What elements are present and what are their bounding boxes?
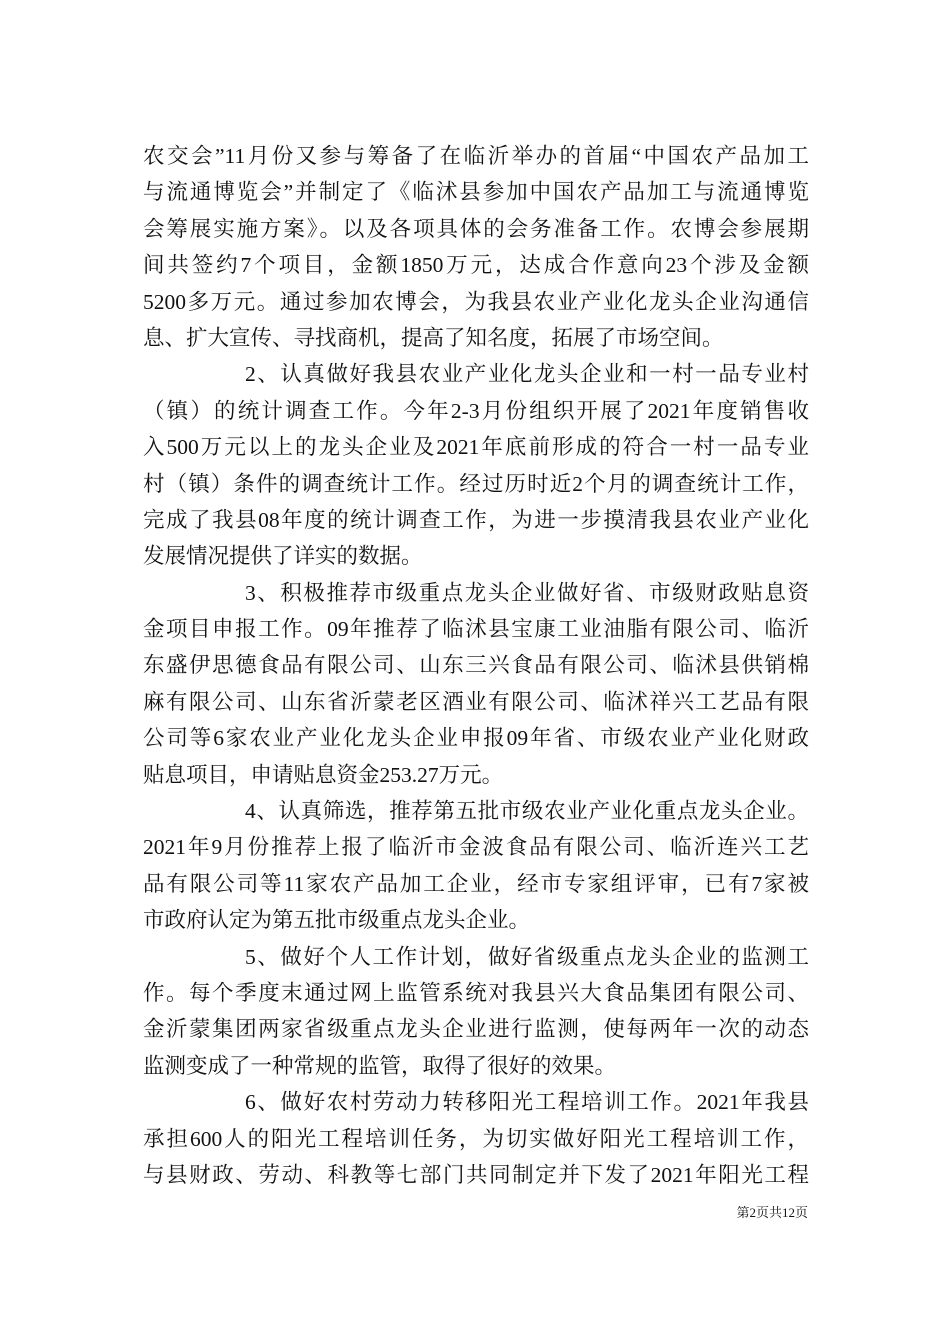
text-line: 与流通博览会”并制定了《临沭县参加中国农产品加工与流通博览: [143, 180, 809, 205]
text-line: 东盛伊思德食品有限公司、山东三兴食品有限公司、临沭县供销棉: [143, 653, 809, 678]
text-line: 3、积极推荐市级重点龙头企业做好省、市级财政贴息资: [245, 580, 809, 605]
text-line: 2021年9月份推荐上报了临沂市金波食品有限公司、临沂连兴工艺: [143, 835, 809, 860]
page-number: 第2页共12页: [736, 1205, 808, 1220]
text-line: 6、做好农村劳动力转移阳光工程培训工作。2021年我县: [245, 1090, 809, 1115]
paragraph: [143, 575, 809, 793]
text-line: 息、扩大宣传、寻找商机，提高了知名度，拓展了市场空间。: [143, 325, 724, 350]
text-line: 金项目申报工作。09年推荐了临沭县宝康工业油脂有限公司、临沂: [143, 617, 809, 642]
text-line: 品有限公司等11家农产品加工企业，经市专家组评审，已有7家被: [143, 871, 809, 896]
text-line: 入500万元以上的龙头企业及2021年底前形成的符合一村一品专业: [143, 435, 809, 460]
paragraph: [143, 939, 809, 1085]
text-line: 村（镇）条件的调查统计工作。经过历时近2个月的调查统计工作，: [143, 471, 809, 496]
text-line: 麻有限公司、山东省沂蒙老区酒业有限公司、临沭祥兴工艺品有限: [143, 689, 809, 714]
document-body: [143, 138, 809, 1193]
text-line: 5、做好个人工作计划，做好省级重点龙头企业的监测工: [245, 944, 809, 969]
text-line: 2、认真做好我县农业产业化龙头企业和一村一品专业村: [245, 362, 809, 387]
paragraph: [143, 793, 809, 939]
text-line: （镇）的统计调查工作。今年2-3月份组织开展了2021年度销售收: [143, 398, 809, 423]
text-line: 农交会”11月份又参与筹备了在临沂举办的首届“中国农产品加工: [143, 144, 809, 168]
text-line: 监测变成了一种常规的监管，取得了很好的效果。: [143, 1053, 617, 1078]
paragraph: [143, 356, 809, 574]
text-line: 与县财政、劳动、科教等七部门共同制定并下发了2021年阳光工程: [143, 1162, 809, 1187]
paragraph: [143, 138, 809, 356]
text-line: 公司等6家农业产业化龙头企业申报09年省、市级农业产业化财政: [143, 726, 809, 751]
text-line: 发展情况提供了详实的数据。: [143, 544, 423, 569]
text-line: 承担600人的阳光工程培训任务，为切实做好阳光工程培训工作，: [143, 1126, 809, 1151]
text-line: 会筹展实施方案》。以及各项具体的会务准备工作。农博会参展期: [143, 216, 809, 241]
text-line: 5200多万元。通过参加农博会，为我县农业产业化龙头企业沟通信: [143, 289, 809, 314]
text-line: 间共签约7个项目，金额1850万元，达成合作意向23个涉及金额: [143, 253, 809, 278]
text-line: 市政府认定为第五批市级重点龙头企业。: [143, 908, 531, 933]
text-line: 4、认真筛选，推荐第五批市级农业产业化重点龙头企业。: [245, 799, 809, 824]
text-line: 完成了我县08年度的统计调查工作，为进一步摸清我县农业产业化: [143, 507, 809, 532]
text-line: 金沂蒙集团两家省级重点龙头企业进行监测，使每两年一次的动态: [143, 1017, 809, 1042]
paragraph: [143, 1084, 809, 1193]
text-line: 作。每个季度末通过网上监管系统对我县兴大食品集团有限公司、: [143, 980, 809, 1005]
text-line: 贴息项目，申请贴息资金253.27万元。: [143, 762, 504, 787]
